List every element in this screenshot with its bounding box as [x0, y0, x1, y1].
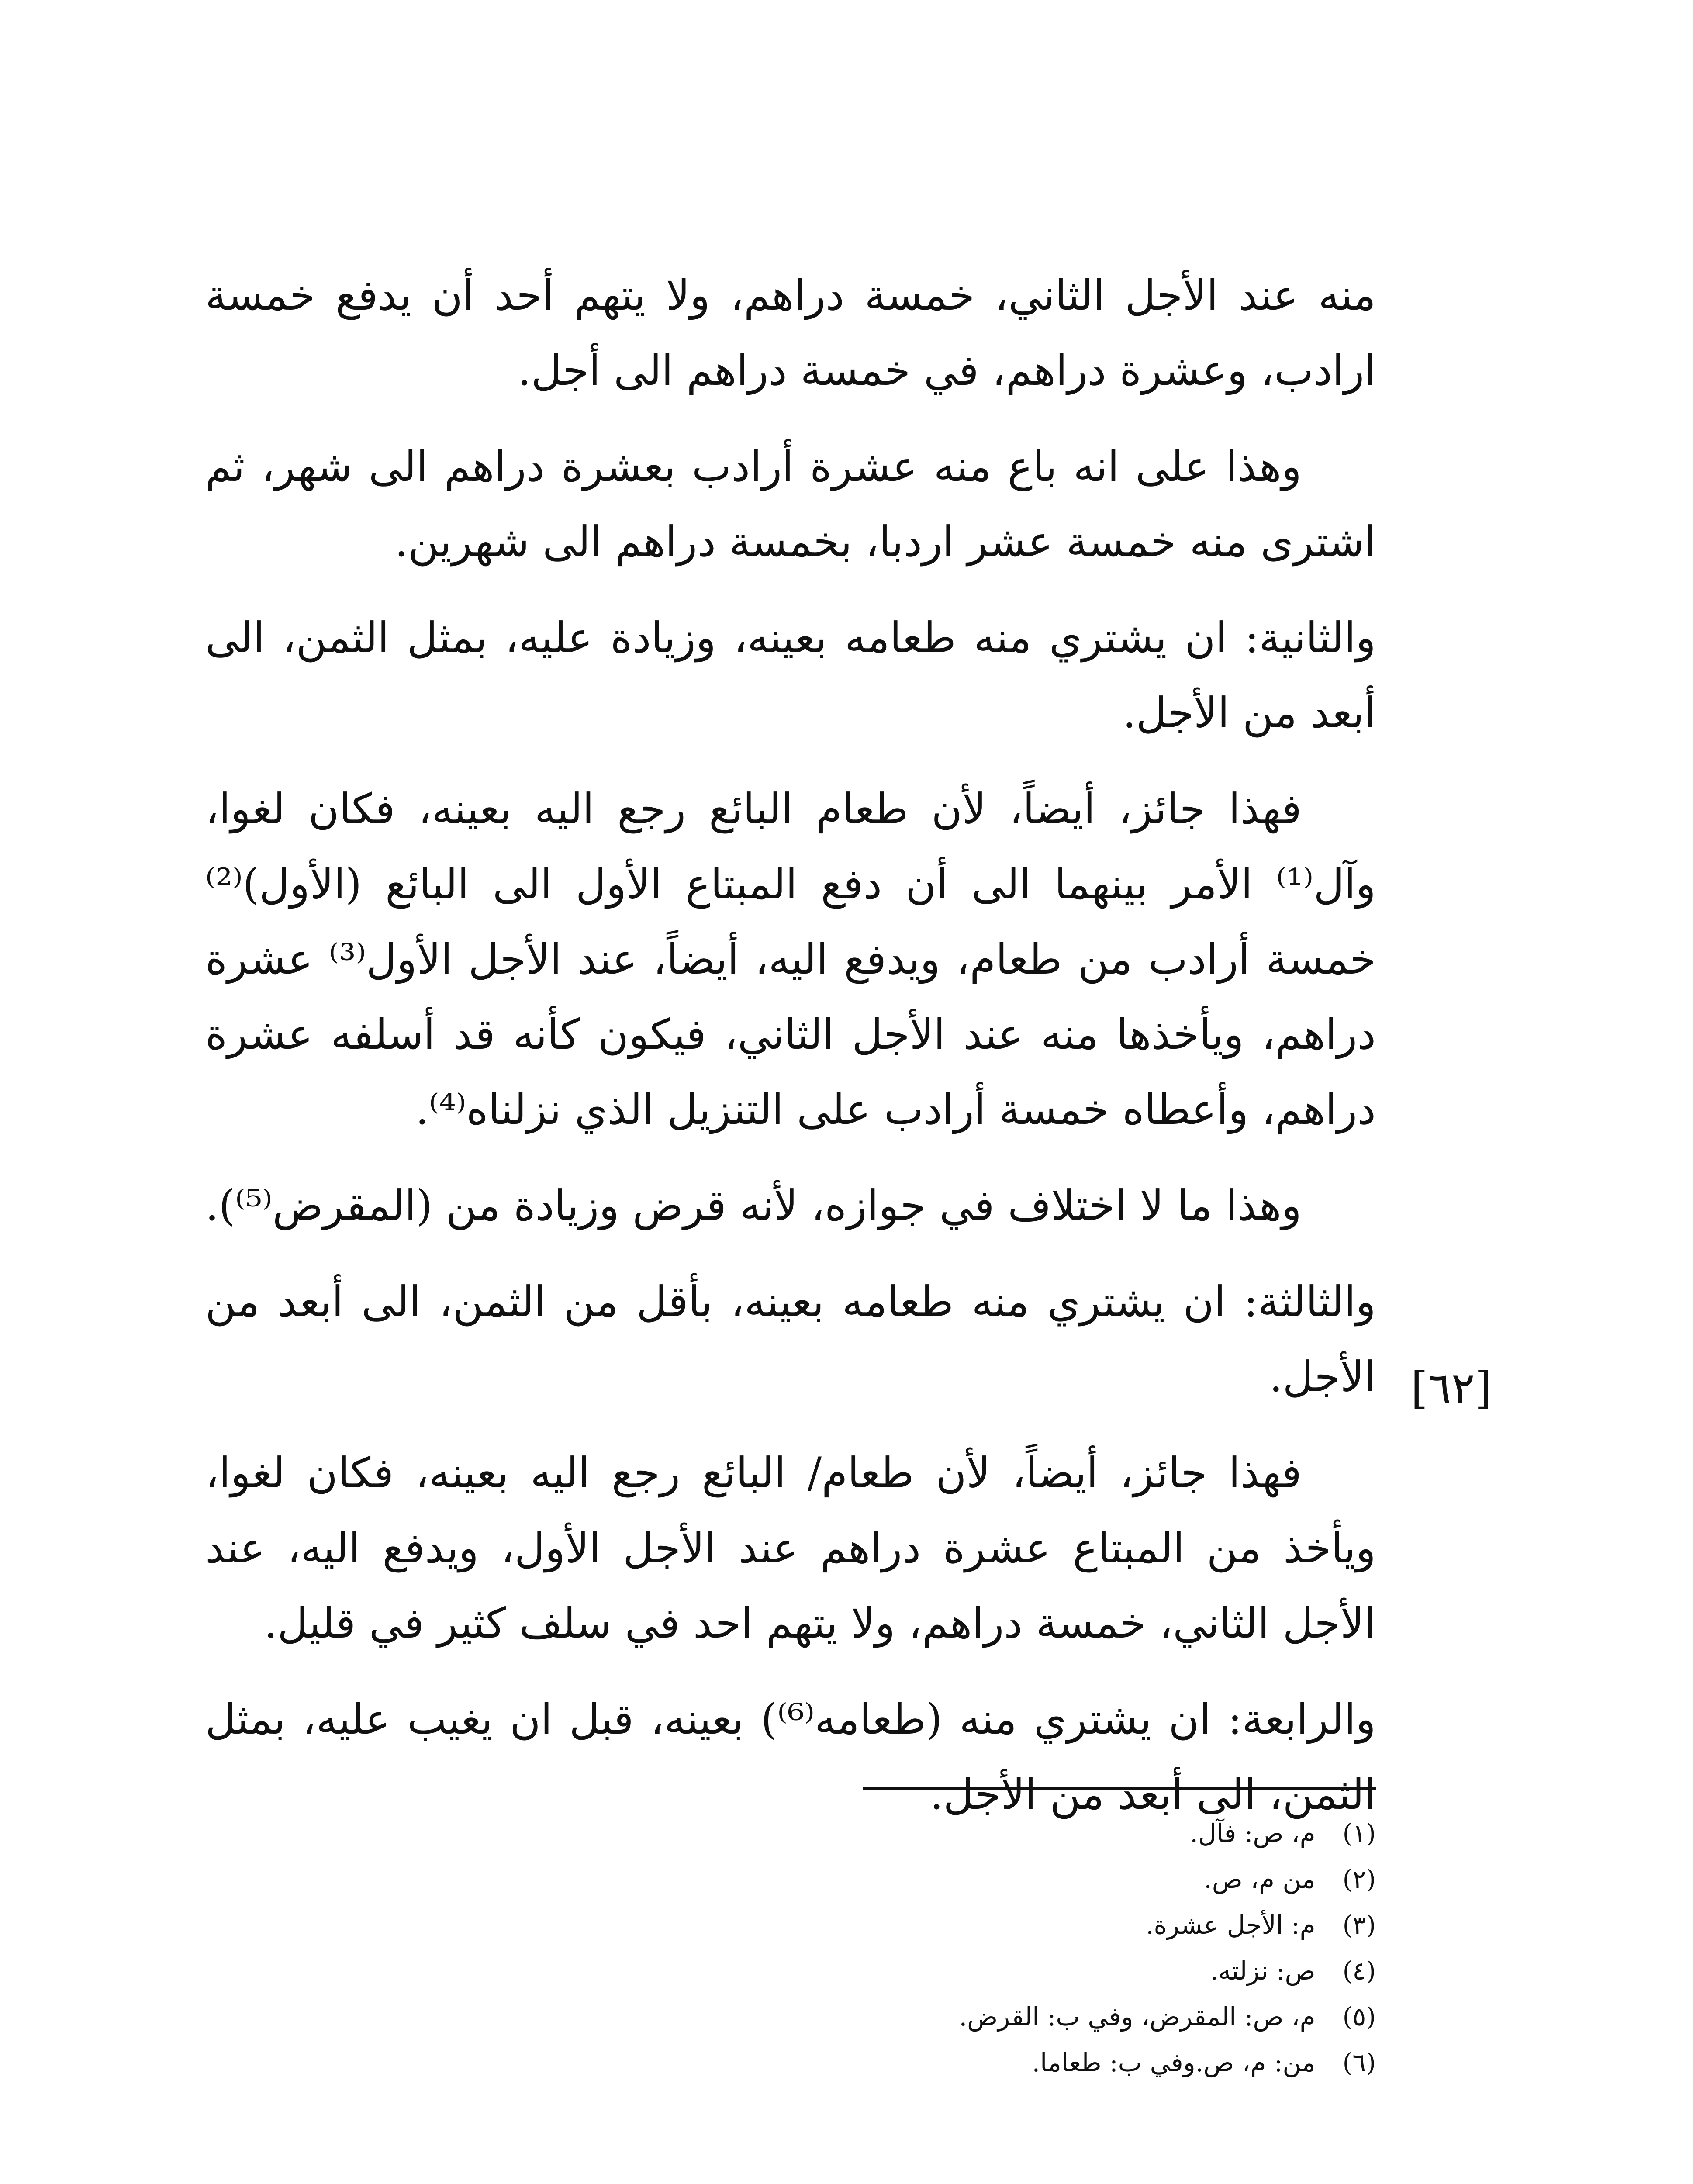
footnote-number: (٥) [1342, 2002, 1376, 2032]
footnote-number: (٢) [1342, 1864, 1376, 1894]
footnote-divider [863, 1787, 1376, 1790]
margin-folio-marker: [٦٢] [1411, 1363, 1492, 1414]
paragraph-2: وهذا على انه باع منه عشرة أرادب بعشرة دراهم الى شهر، ثم اشترى منه خمسة عشر اردبا، بخمسة دراهم الى شهرين. [205, 442, 1376, 566]
footnote-2 [830, 1856, 1376, 1902]
paragraph-7: فهذا جائز، أيضاً، لأن طعام/ البائع رجع اليه بعينه، فكان لغوا، ويأخذ من المبتاع عشرة دراهم عند الأجل الأول، ويدفع اليه، عند الأجل الثاني، خمسة دراهم، ولا يتهم احد في سلف كثير في قليل. [205, 1448, 1376, 1648]
footnote-text: م: الأجل عشرة. [1146, 1910, 1316, 1940]
footnote-text: ص: نزلته. [1210, 1956, 1316, 1986]
footnote-number: (١) [1342, 1818, 1376, 1848]
footnote-text: من: م، ص.وفي ب: طعاما. [1032, 2048, 1316, 2077]
paragraph-4: فهذا جائز، أيضاً، لأن طعام البائع رجع اليه بعينه، فكان لغوا، وآل⁽¹⁾ الأمر بينهما الى أن دفع المبتاع الأول الى البائع (الأول)⁽²⁾ خمسة أرادب من طعام، ويدفع اليه، أيضاً، عند الأجل الأول⁽³⁾ عشرة دراهم، ويأخذها منه عند الأجل الثاني، فيكون كأنه قد أسلفه عشرة دراهم، وأعطاه خمسة أرادب على التنزيل الذي نزلناه⁽⁴⁾. [205, 784, 1376, 1134]
footnote-text: من م، ص. [1204, 1864, 1316, 1894]
footnote-text: م، ص: فآل. [1190, 1818, 1316, 1848]
paragraph-8: والرابعة: ان يشتري منه (طعامه⁽⁶⁾) بعينه، قبل ان يغيب عليه، بمثل الثمن، الى أبعد من الأجل. [205, 1695, 1376, 1819]
footnotes [830, 1811, 1376, 2086]
footnote-6 [830, 2040, 1376, 2086]
paragraph-1: منه عند الأجل الثاني، خمسة دراهم، ولا يتهم أحد أن يدفع خمسة ارادب، وعشرة دراهم، في خمسة دراهم الى أجل. [205, 271, 1376, 395]
footnote-1 [830, 1811, 1376, 1856]
footnote-number: (٤) [1342, 1956, 1376, 1986]
footnote-3 [830, 1902, 1376, 1948]
main-text [205, 258, 1376, 1853]
paragraph-3: والثانية: ان يشتري منه طعامه بعينه، وزيادة عليه، بمثل الثمن، الى أبعد من الأجل. [205, 613, 1376, 737]
footnote-5 [830, 1994, 1376, 2040]
paragraph-6: والثالثة: ان يشتري منه طعامه بعينه، بأقل من الثمن، الى أبعد من الأجل. [205, 1277, 1376, 1401]
footnote-4 [830, 1948, 1376, 1994]
footnote-number: (٣) [1342, 1910, 1376, 1940]
paragraph-5: وهذا ما لا اختلاف في جوازه، لأنه قرض وزيادة من (المقرض⁽⁵⁾). [205, 1181, 1302, 1230]
footnote-text: م، ص: المقرض، وفي ب: القرض. [959, 2002, 1316, 2032]
footnote-number: (٦) [1342, 2048, 1376, 2077]
